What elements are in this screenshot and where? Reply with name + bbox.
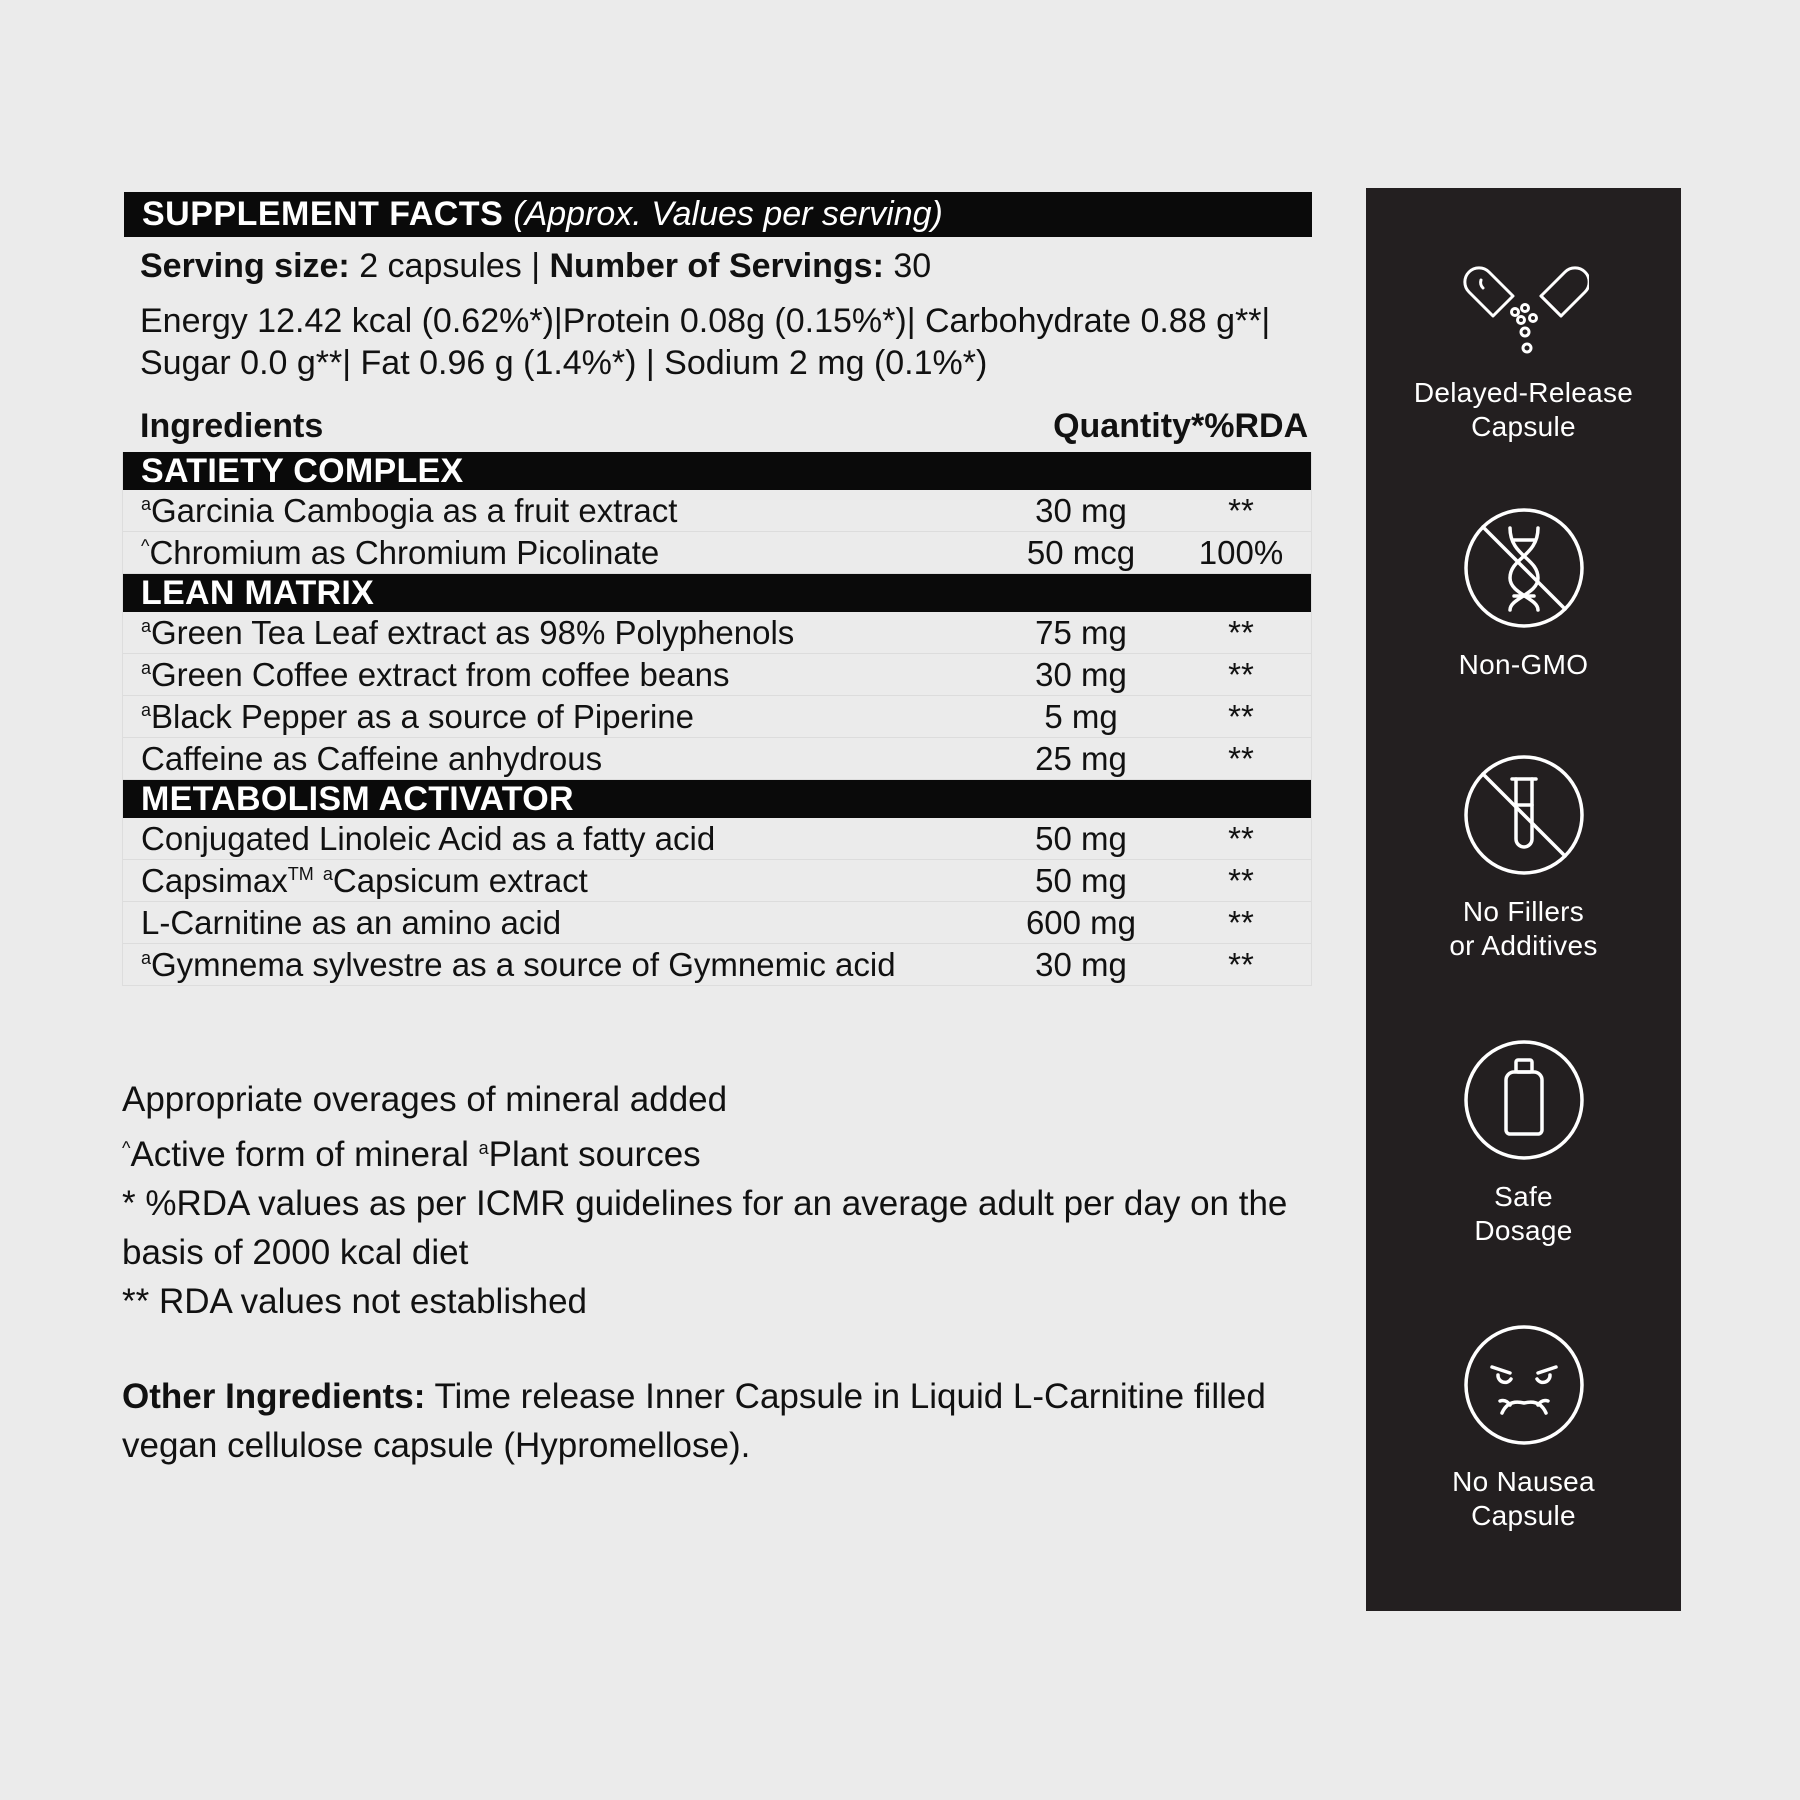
table-row (123, 818, 1311, 860)
footnote-mark: ^ (141, 535, 150, 556)
nutrition-line-1: Energy 12.42 kcal (0.62%*)|Protein 0.08g (0.15%*)| Carbohydrate 0.88 g**| (140, 302, 1271, 340)
footnote-mark: a (141, 699, 152, 720)
ingredient-quantity: 600 mg (1025, 903, 1137, 941)
ingredient-text: Capsimax (141, 861, 288, 899)
feature-label-line-1: Safe (1494, 1181, 1553, 1212)
footnote-mark: a (141, 493, 152, 514)
feature-label-line-2: Capsule (1471, 1500, 1576, 1531)
ingredient-quantity: 50 mg (1035, 819, 1127, 857)
feature-label (1366, 1465, 1681, 1533)
capsule-release-icon (1459, 258, 1589, 358)
footnote-sources (122, 1124, 1322, 1179)
column-headers (122, 400, 1312, 452)
ingredient-rda: ** (1228, 697, 1254, 735)
bottle-icon (1462, 1038, 1586, 1162)
table-row (123, 696, 1311, 738)
section-header: METABOLISM ACTIVATOR (123, 780, 1311, 818)
servings-count-value: 30 (893, 247, 932, 285)
quantity-header: Quantity (1053, 406, 1191, 445)
rda-header: *%RDA (1191, 406, 1309, 445)
table-row (123, 490, 1311, 532)
ingredient-text-2: Capsicum extract (332, 861, 588, 899)
feature-label-line-2: Capsule (1471, 411, 1576, 442)
ingredient-text: Conjugated Linoleic Acid as a fatty acid (141, 819, 716, 857)
ingredient-quantity: 50 mcg (1026, 533, 1136, 571)
ingredients-table (122, 452, 1312, 986)
no-fillers-test-tube-icon (1462, 753, 1586, 877)
ingredient-text: Garcinia Cambogia as a fruit extract (151, 491, 678, 529)
feature-non-gmo (1366, 506, 1681, 682)
feature-label-line-1: Non-GMO (1458, 649, 1589, 680)
feature-label (1366, 648, 1681, 682)
nutrition-line-2: Sugar 0.0 g**| Fat 0.96 g (1.4%*) | Sodium 2 mg (0.1%*) (140, 344, 988, 382)
footnote-mark: a (141, 615, 152, 636)
feature-label (1366, 376, 1681, 444)
ingredient-rda: ** (1228, 903, 1254, 941)
ingredient-name (123, 740, 991, 778)
table-row (123, 860, 1311, 902)
ingredient-quantity: 30 mg (1035, 945, 1127, 983)
feature-no-nausea (1366, 1323, 1681, 1533)
footnote-mark: ^ (122, 1138, 131, 1158)
footnote-mark: a (478, 1138, 489, 1158)
serving-size-label: Serving size: (140, 247, 350, 285)
ingredient-name (123, 820, 991, 858)
ingredient-rda: ** (1228, 945, 1254, 983)
serving-size-value: 2 capsules (359, 247, 522, 285)
ingredient-rda: ** (1228, 739, 1254, 777)
feature-label (1366, 1180, 1681, 1248)
footnote-mark: a (141, 657, 152, 678)
ingredient-text: Green Tea Leaf extract as 98% Polyphenols (151, 613, 795, 651)
other-ingredients-text: Time release Inner Capsule in Liquid L-Carnitine filled vegan cellulose capsule (Hypromellose). (122, 1377, 1266, 1465)
ingredient-rda: ** (1228, 613, 1254, 651)
feature-label-line-1: Delayed-Release (1413, 377, 1634, 408)
feature-safe-dosage (1366, 1038, 1681, 1248)
feature-delayed-release (1366, 258, 1681, 444)
feature-label-line-1: No Nausea (1452, 1466, 1595, 1497)
ingredient-name (123, 614, 991, 652)
ingredient-quantity: 30 mg (1035, 655, 1127, 693)
ingredient-rda: ** (1228, 491, 1254, 529)
feature-label-line-2: or Additives (1449, 930, 1598, 961)
table-row (123, 654, 1311, 696)
feature-no-fillers (1366, 753, 1681, 963)
ingredient-name (123, 492, 991, 530)
ingredient-rda: ** (1228, 655, 1254, 693)
table-row (123, 902, 1311, 944)
trademark-mark: TM (287, 863, 314, 884)
table-row (123, 944, 1311, 985)
ingredient-rda: 100% (1198, 533, 1284, 571)
ingredient-text: L-Carnitine as an amino acid (141, 903, 562, 941)
features-panel (1366, 188, 1681, 1611)
ingredient-name (123, 656, 991, 694)
feature-label-line-2: Dosage (1474, 1215, 1573, 1246)
feature-label (1366, 895, 1681, 963)
ingredient-text: Gymnema sylvestre as a source of Gymnemic acid (151, 945, 896, 983)
ingredient-quantity: 25 mg (1035, 739, 1127, 777)
footnote-active-form: Active form of mineral (130, 1135, 479, 1174)
facts-title-bar (124, 192, 1312, 237)
footnote-rda: * %RDA values as per ICMR guidelines for an average adult per day on the basis of 2000 kcal diet (122, 1184, 1288, 1272)
ingredient-name (123, 946, 991, 984)
other-ingredients-label: Other Ingredients: (122, 1377, 426, 1416)
facts-title: SUPPLEMENT FACTS (142, 195, 504, 233)
ingredient-name (123, 534, 991, 572)
ingredient-text: Black Pepper as a source of Piperine (151, 697, 694, 735)
ingredient-quantity: 30 mg (1035, 491, 1127, 529)
nutrition-summary (122, 300, 1312, 384)
footnote-rda-not-established: ** RDA values not established (122, 1282, 587, 1321)
ingredient-quantity: 75 mg (1035, 613, 1127, 651)
ingredient-text: Chromium as Chromium Picolinate (149, 533, 660, 571)
ingredients-header: Ingredients (140, 406, 324, 445)
serving-info (122, 247, 1312, 286)
section-header: SATIETY COMPLEX (123, 452, 1311, 490)
ingredient-rda: ** (1228, 819, 1254, 857)
footnote-mark: a (322, 863, 333, 884)
ingredient-quantity: 5 mg (1044, 697, 1118, 735)
section-header: LEAN MATRIX (123, 574, 1311, 612)
table-row (123, 738, 1311, 780)
footnotes (122, 1075, 1322, 1326)
ingredient-name (123, 862, 991, 900)
no-gmo-dna-icon (1462, 506, 1586, 630)
facts-subtitle: (Approx. Values per serving) (513, 195, 943, 233)
ingredient-name (123, 904, 991, 942)
footnote-plant-sources: Plant sources (488, 1135, 701, 1174)
table-row (123, 532, 1311, 574)
servings-count-label: Number of Servings: (549, 247, 884, 285)
other-ingredients (122, 1372, 1322, 1470)
nauseous-face-icon (1462, 1323, 1586, 1447)
serving-separator: | (531, 247, 541, 285)
ingredient-quantity: 50 mg (1035, 861, 1127, 899)
ingredient-text: Green Coffee extract from coffee beans (151, 655, 730, 693)
ingredient-text: Caffeine as Caffeine anhydrous (141, 739, 603, 777)
footnote-overages: Appropriate overages of mineral added (122, 1080, 728, 1119)
ingredient-name (123, 698, 991, 736)
feature-label-line-1: No Fillers (1462, 896, 1585, 927)
table-row (123, 612, 1311, 654)
supplement-facts (122, 192, 1312, 986)
ingredient-rda: ** (1228, 861, 1254, 899)
footnote-mark: a (141, 947, 152, 968)
